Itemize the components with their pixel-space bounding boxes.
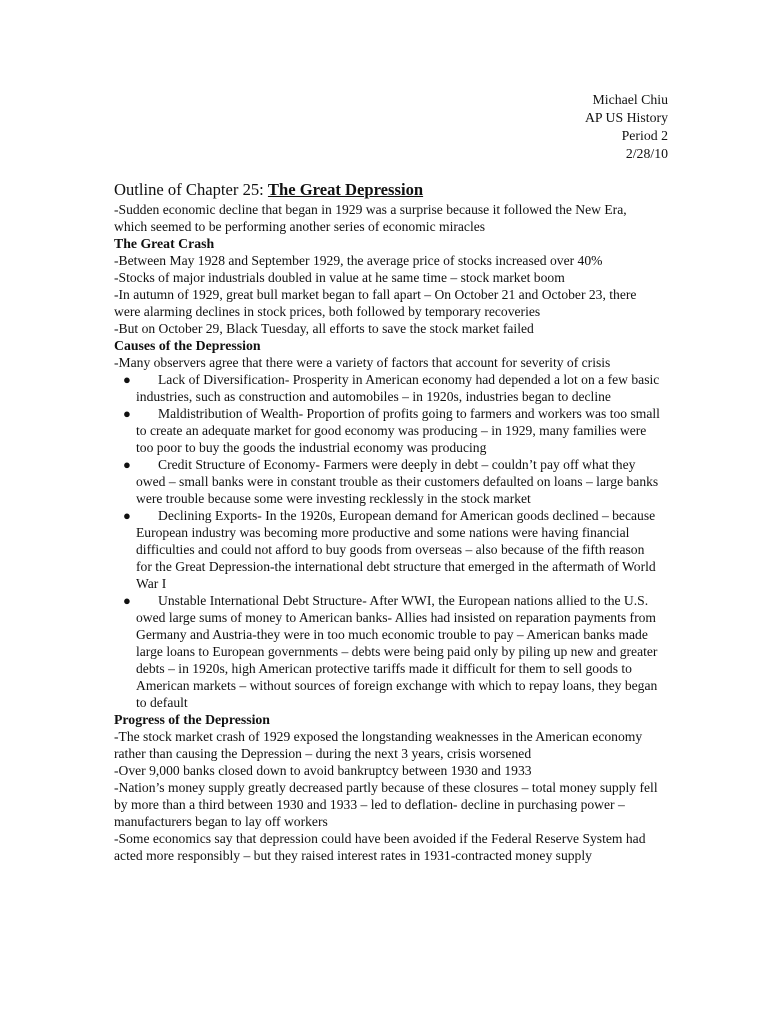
section-heading-great-crash: The Great Crash (114, 236, 215, 251)
bullet-icon: ● (123, 406, 131, 421)
author-header (585, 91, 668, 163)
outline-body (114, 179, 660, 864)
bullet-icon: ● (123, 457, 131, 472)
outline-line: -Some economics say that depression could have been avoided if the Federal Reserve System had acted more responsibly – but they raised interest rates in 1931-contracted money supply (114, 831, 646, 863)
bullet-icon: ● (123, 372, 131, 387)
outline-line: -Nation’s money supply greatly decreased partly because of these closures – total money supply fell by more than a third between 1930 and 1933 – led to deflation- decline in purchasing power – manufacturers began to lay off workers (114, 780, 658, 829)
bullet-item (114, 507, 660, 592)
outline-line: -But on October 29, Black Tuesday, all efforts to save the stock market failed (114, 321, 534, 336)
bullet-text: Declining Exports- In the 1920s, European demand for American goods declined – because European industry was becoming more productive and some nations were having financial difficulties and could not afford to buy goods from overseas – also because of the fifth reason for the Great Depression-the international debt structure that emerged in the aftermath of World War I (136, 508, 656, 591)
outline-line: -Many observers agree that there were a variety of factors that account for severity of crisis (114, 355, 611, 370)
class-period: Period 2 (621, 128, 668, 143)
outline-line: -The stock market crash of 1929 exposed the longstanding weaknesses in the American economy rather than causing the Depression – during the next 3 years, crisis worsened (114, 729, 643, 761)
course-name: AP US History (584, 110, 668, 125)
bullet-icon: ● (123, 593, 131, 608)
bullet-text: Maldistribution of Wealth- Proportion of profits going to farmers and workers was too small to create an adequate market for good economy was producing – in 1929, many families were too poor to buy the goods the industrial economy was producing (136, 406, 660, 455)
outline-line: -In autumn of 1929, great bull market began to fall apart – On October 21 and October 23, there were alarming declines in stock prices, both followed by temporary recoveries (114, 287, 637, 319)
outline-line: -Stocks of major industrials doubled in value at he same time – stock market boom (114, 270, 565, 285)
section-heading-progress: Progress of the Depression (114, 712, 270, 727)
bullet-text: Lack of Diversification- Prosperity in American economy had depended a lot on a few basic industries, such as construction and automobiles – in 1920s, industries began to decline (136, 372, 660, 404)
bullet-item (114, 456, 660, 507)
outline-line: -Between May 1928 and September 1929, the average price of stocks increased over 40% (114, 253, 603, 268)
bullet-item (114, 371, 660, 405)
author-name: Michael Chiu (592, 92, 668, 107)
bullet-icon: ● (123, 508, 131, 523)
outline-line: -Over 9,000 banks closed down to avoid bankruptcy between 1930 and 1933 (114, 763, 532, 778)
bullet-item (114, 405, 660, 456)
bullet-text: Credit Structure of Economy- Farmers were deeply in debt – couldn’t pay off what they owed – small banks were in constant trouble as their customers defaulted on loans – large banks were trouble because some were investing recklessly in the stock market (136, 457, 659, 506)
title-prefix: Outline of Chapter 25: (114, 180, 268, 199)
intro-line: -Sudden economic decline that began in 1929 was a surprise because it followed the New Era, which seemed to be performing another series of economic miracles (114, 202, 627, 234)
bullet-item (114, 592, 660, 711)
document-date: 2/28/10 (625, 146, 668, 161)
document-title (114, 179, 660, 201)
bullet-text: Unstable International Debt Structure- After WWI, the European nations allied to the U.S. owed large sums of money to American banks- Allies had insisted on reparation payments from Germany and Austria-they were in too much economic trouble to pay – American banks made large loans to European governments – debts were being paid only by piling up new and greater debts – in 1920s, high American protective tariffs made it difficult for them to sell goods to American markets – without sources of foreign exchange with which to repay loans, they began to default (136, 593, 658, 710)
section-heading-causes: Causes of the Depression (114, 338, 261, 353)
causes-bullet-list (114, 371, 660, 711)
title-main: The Great Depression (267, 180, 424, 199)
